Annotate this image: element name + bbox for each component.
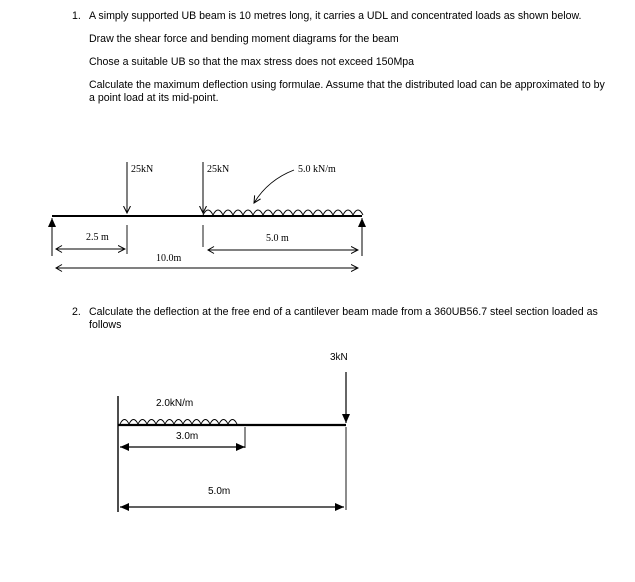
dim-total-label: 10.0m	[156, 253, 182, 264]
question-1-task-select-ub: Chose a suitable UB so that the max stress does not exceed 150Mpa	[89, 56, 415, 68]
dim-udl-2-label: 3.0m	[176, 431, 199, 442]
udl-1-label: 5.0 kN/m	[298, 164, 336, 175]
question-2-number: 2.	[72, 306, 81, 318]
question-2-statement: Calculate the deflection at the free end of a cantilever beam made from a 360UB56.7 steel section loaded as follows	[89, 306, 598, 331]
beam-diagram-1	[52, 162, 363, 268]
udl-2-label: 2.0kN/m	[156, 398, 194, 409]
udl-1-wave	[203, 210, 363, 215]
point-load-2-label: 25kN	[207, 164, 230, 175]
question-1-number: 1.	[72, 10, 81, 22]
udl-1-leader	[254, 170, 294, 203]
dim-first-label: 2.5 m	[86, 232, 109, 243]
question-1-task-deflection: Calculate the maximum deflection using formulae. Assume that the distributed load can be approximated to by a point load at its mid-point.	[89, 79, 605, 104]
question-1-statement: A simply supported UB beam is 10 metres long, it carries a UDL and concentrated loads as shown below.	[89, 10, 582, 22]
dim-udl-label: 5.0 m	[266, 233, 289, 244]
dim-total-2-label: 5.0m	[208, 486, 231, 497]
point-load-1-label: 25kN	[131, 164, 154, 175]
point-load-3kn-label: 3kN	[330, 352, 348, 363]
beam-diagram-2	[118, 352, 348, 512]
question-1-task-sfd-bmd: Draw the shear force and bending moment diagrams for the beam	[89, 33, 399, 45]
udl-2-wave	[120, 420, 237, 425]
